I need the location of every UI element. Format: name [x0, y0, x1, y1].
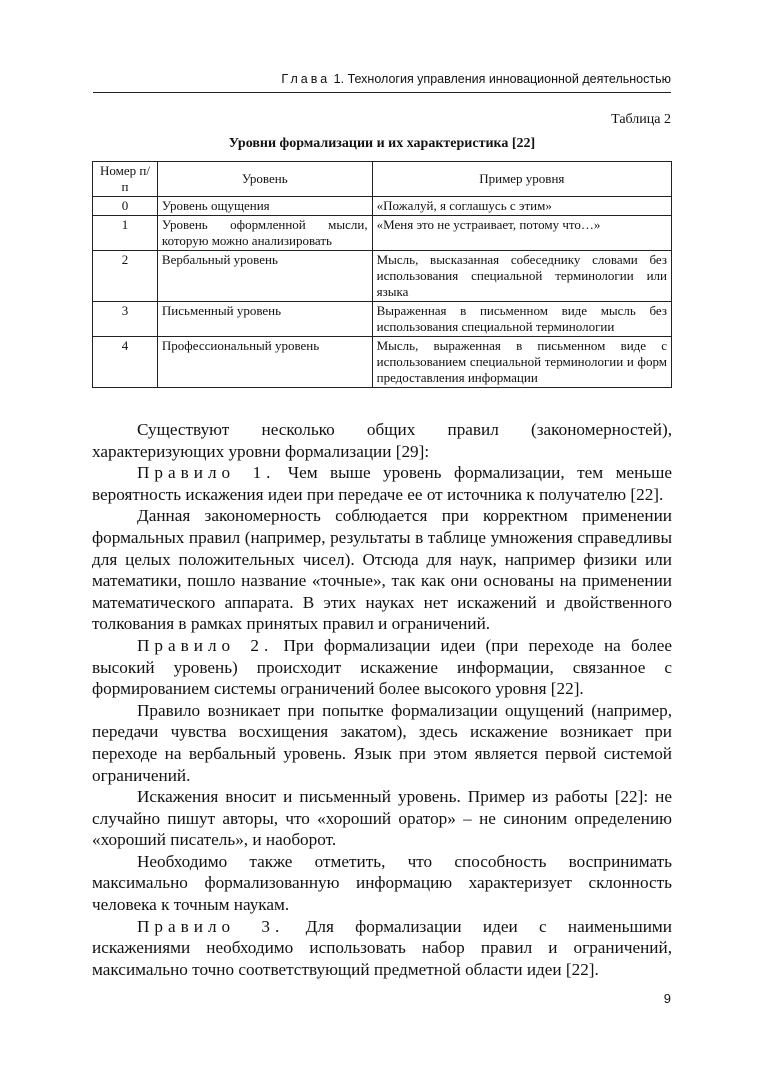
row-level: Уровень ощущения: [157, 197, 372, 216]
row-level: Письменный уровень: [157, 302, 372, 337]
header-number: Номер п/п: [93, 162, 158, 197]
table-row: [93, 197, 672, 216]
running-header: [93, 72, 671, 93]
row-number: 1: [93, 216, 158, 251]
rule-1-label: Правило 1.: [137, 463, 276, 483]
row-example: «Пожалуй, я соглашусь с этим»: [372, 197, 671, 216]
chapter-title: 1. Технология управления инновационной деятельностью: [333, 72, 671, 86]
row-example: Мысль, выраженная в письменном виде с использованием специальной терминологии и форм предоставления информации: [372, 337, 671, 388]
paragraph-rule-1-explanation: Данная закономерность соблюдается при корректном применении формальных правил (например, результаты в таблице умножения справедливы для целых положительных чисел). Отсюда для наук, например физики или математики, пошло название «точные», так как они основаны на применении математического аппарата. В этих науках нет искажений и двойственного толкования в рамках принятых правил и ограничений.: [92, 506, 672, 634]
rule-3-label: Правило 3.: [137, 916, 285, 936]
paragraph-rule-1: [92, 462, 672, 505]
header-level: Уровень: [157, 162, 372, 197]
row-level: Уровень оформленной мысли, которую можно анализировать: [157, 216, 372, 251]
row-number: 3: [93, 302, 158, 337]
table-row: [93, 216, 672, 251]
page-number: 9: [663, 991, 671, 1006]
rule-2-label: Правило 2.: [137, 635, 274, 655]
paragraph-written-level: Искажения вносит и письменный уровень. Пример из работы [22]: не случайно пишут авторы, что «хороший оратор» – не синоним определению «хороший писатель», и наоборот.: [92, 787, 672, 850]
paragraph-exact-sciences: Необходимо также отметить, что способность воспринимать максимально формализованную информацию характеризует склонность человека к точным наукам.: [92, 851, 672, 915]
rule-1-text: Чем выше уровень формализации, тем меньше вероятность искажения идеи при передаче ее от источника к получателю [22].: [92, 463, 672, 504]
table-title: Уровни формализации и их характеристика [22]: [228, 136, 536, 151]
table-row: [93, 337, 672, 388]
table-label: Таблица 2: [611, 112, 671, 127]
row-example: Выраженная в письменном виде мысль без использования специальной терминологии: [372, 302, 671, 337]
row-number: 2: [93, 251, 158, 302]
row-level: Профессиональный уровень: [157, 337, 372, 388]
paragraph-rule-3: [92, 916, 672, 981]
body-text: [92, 419, 672, 980]
row-example: Мысль, высказанная собеседнику словами без использования специальной терминологии или языка: [372, 251, 671, 302]
paragraph-rule-2: [92, 635, 672, 700]
row-number: 4: [93, 337, 158, 388]
table-row: [93, 302, 672, 337]
paragraph-rule-2-explanation: Правило возникает при попытке формализации ощущений (например, передачи чувства восхищения закатом), здесь искажение возникает при переходе на вербальный уровень. Язык при этом является первой системой ограничений.: [92, 700, 672, 785]
row-level: Вербальный уровень: [157, 251, 372, 302]
chapter-word: Глава: [281, 72, 331, 86]
rule-2-text: При формализации идеи (при переходе на более высокий уровень) происходит искажение информации, связанное с формированием системы ограничений более высокого уровня [22].: [92, 635, 672, 699]
rule-3-text: Для формализации идеи с наименьшими искажениями необходимо использовать набор правил и ограничений, максимально точно соответствующий предметной области идеи [22].: [92, 916, 672, 979]
row-number: 0: [93, 197, 158, 216]
formalization-levels-table: [92, 161, 672, 388]
paragraph-intro: Существуют несколько общих правил (закономерностей), характеризующих уровни формализации [29]:: [92, 420, 672, 461]
row-example: «Меня это не устраивает, потому что…»: [372, 216, 671, 251]
header-example: Пример уровня: [372, 162, 671, 197]
table-header-row: [93, 162, 672, 197]
table-row: [93, 251, 672, 302]
